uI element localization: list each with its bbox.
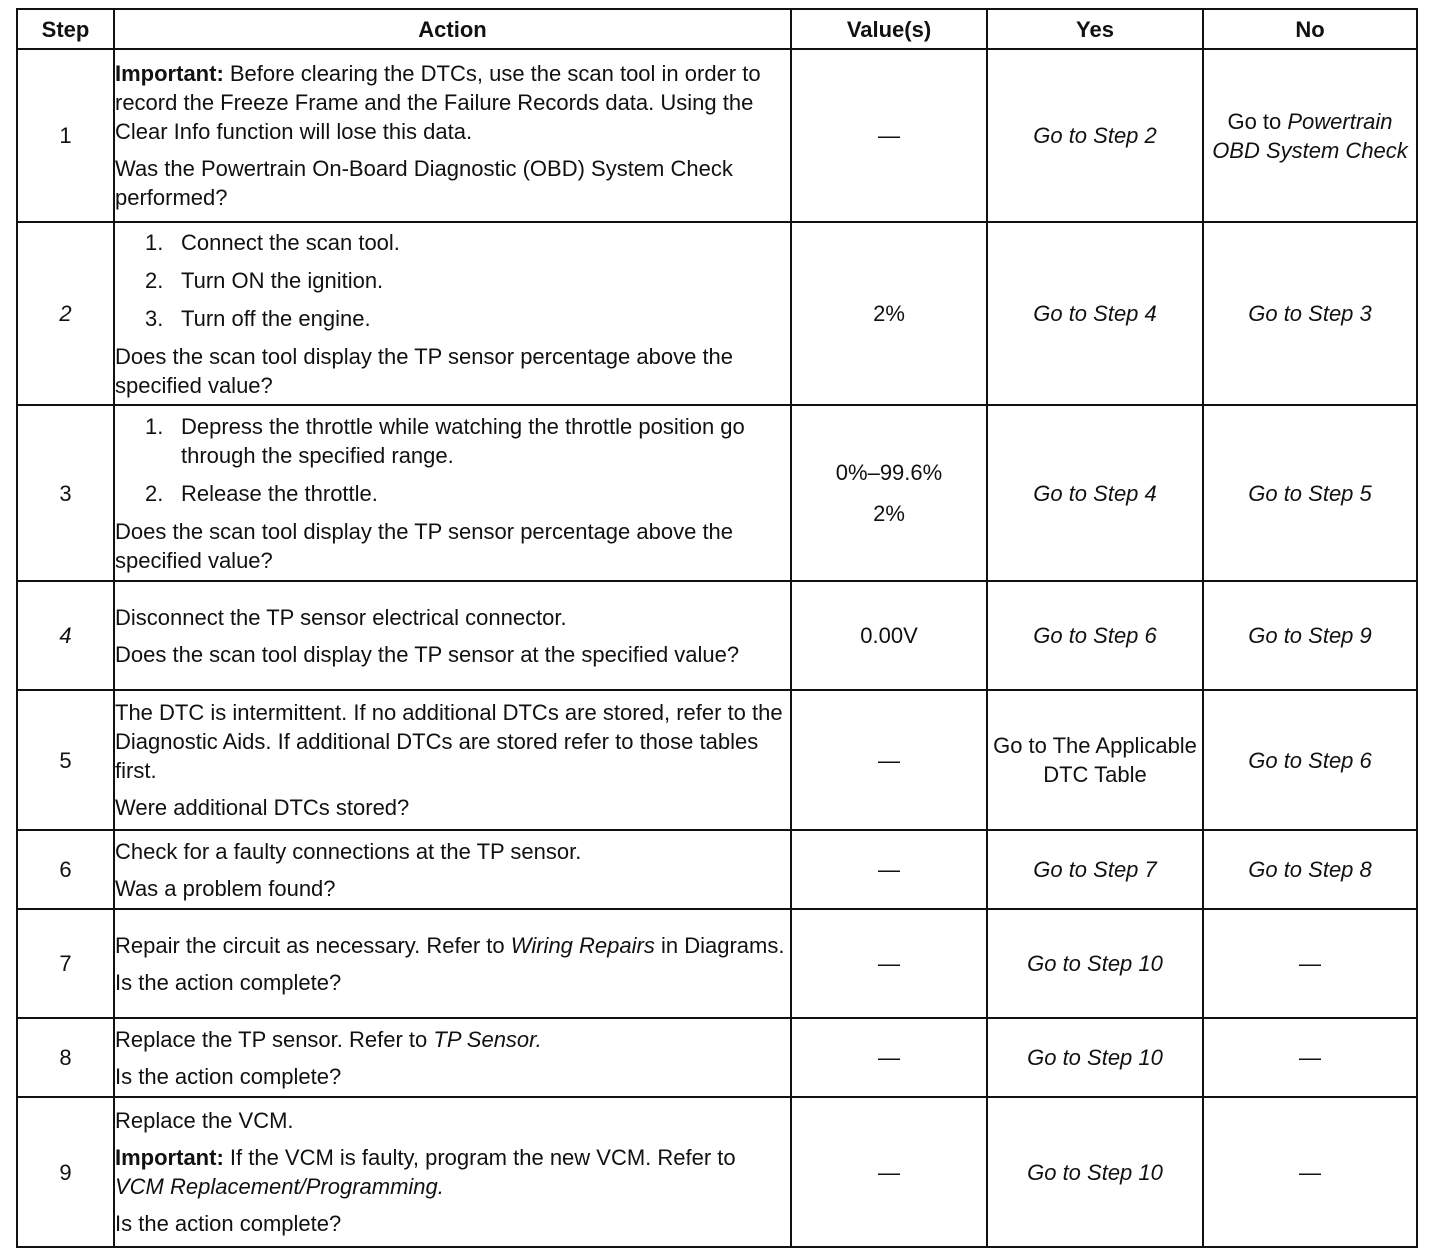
no-link: Powertrain OBD System Check [1212,108,1408,163]
action-line: Replace the VCM. [115,1108,294,1133]
yes-link: Go to Step 4 [1033,480,1157,506]
header-step: Step [17,9,114,49]
no-link: Go to Step 8 [1248,857,1372,882]
step-number: 4 [17,581,114,690]
action-question: Was the Powertrain On-Board Diagnostic (OBD) System Check performed? [115,156,733,210]
table-row [17,909,1417,1018]
action-cell [114,830,791,909]
yes-cell [987,1018,1203,1097]
no-link: Go to Step 3 [1248,301,1372,326]
table-row [17,581,1417,690]
important-note [115,59,790,146]
step-number: 5 [17,690,114,830]
action-question: Was a problem found? [115,875,336,901]
table-row [17,405,1417,581]
no-cell: — [1203,1018,1417,1097]
yes-cell [987,581,1203,690]
important-note: Important: If the VCM is faulty, program the new VCM. Refer to VCM Replacement/Programming. [115,1145,736,1199]
action-step: 2. Turn ON the ignition. [145,267,384,293]
table-row [17,830,1417,909]
header-row [17,9,1417,49]
table-row [17,49,1417,222]
yes-link: Go to Step 2 [1033,123,1157,148]
header-action: Action [114,9,791,49]
yes-cell [987,909,1203,1018]
action-cell [114,405,791,581]
action-question: Is the action complete? [115,1063,342,1089]
yes-link: Go to Step 10 [1027,1045,1163,1070]
important-text: Before clearing the DTCs, use the scan tool in order to record the Freeze Frame and the Failure Records data. Using the Clear Info function will lose this data. [115,61,761,144]
value-cell: — [791,1018,987,1097]
action-question: Does the scan tool display the TP sensor percentage above the specified value? [115,343,734,398]
action-step: 2. Release the throttle. [145,480,378,506]
action-question: Does the scan tool display the TP sensor at the specified value? [115,641,740,667]
step-number: 9 [17,1097,114,1247]
value-cell: — [791,49,987,222]
reference-link: Wiring Repairs [510,932,655,958]
important-label: Important: [115,61,224,86]
value-cell: 2% [791,222,987,405]
action-line: Repair the circuit as necessary. Refer to Wiring Repairs in Diagrams. [115,932,785,958]
action-step: 1. Connect the scan tool. [145,229,400,255]
value-cell: 0.00V [791,581,987,690]
action-question: Is the action complete? [115,969,342,995]
header-value: Value(s) [791,9,987,49]
action-steps [115,228,790,333]
reference-link: TP Sensor. [433,1026,542,1052]
step-number: 3 [17,405,114,581]
action-steps [115,412,790,508]
header-no: No [1203,9,1417,49]
action-question: Is the action complete? [115,1211,342,1236]
action-step: 1. Depress the throttle while watching the throttle position go through the specified range. [145,413,745,468]
action-cell [114,222,791,405]
table-row [17,1018,1417,1097]
step-number: 7 [17,909,114,1018]
no-cell: — [1203,909,1417,1018]
value-threshold: 2% [873,501,905,526]
action-step: 3. Turn off the engine. [145,305,371,331]
yes-cell [987,690,1203,830]
action-question: Were additional DTCs stored? [115,795,410,820]
action-cell [114,581,791,690]
step-number: 1 [17,49,114,222]
yes-link: Go to Step 10 [1027,1159,1163,1185]
no-cell: — [1203,1097,1417,1247]
action-line: Check for a faulty connections at the TP sensor. [115,838,582,864]
yes-link: Go to Step 4 [1033,301,1157,326]
value-cell [791,405,987,581]
no-prefix: Go to [1227,108,1288,134]
action-cell [114,909,791,1018]
no-cell [1203,690,1417,830]
no-cell [1203,830,1417,909]
table-row [17,690,1417,830]
important-label: Important: [115,1145,224,1170]
no-cell [1203,405,1417,581]
value-range: 0%–99.6% [835,460,943,485]
yes-link: Go to Step 10 [1027,951,1163,976]
step-number: 2 [17,222,114,405]
value-cell: — [791,830,987,909]
action-cell [114,1018,791,1097]
table-row [17,1097,1417,1247]
no-cell [1203,222,1417,405]
yes-cell [987,830,1203,909]
yes-cell [987,49,1203,222]
no-link: Go to Step 6 [1248,747,1372,773]
yes-cell [987,1097,1203,1247]
yes-text: Go to The Applicable DTC Table [993,733,1197,787]
no-cell [1203,581,1417,690]
yes-link: Go to Step 7 [1033,857,1157,882]
no-link: Go to Step 9 [1248,623,1372,648]
table-row [17,222,1417,405]
value-cell: — [791,909,987,1018]
yes-cell [987,222,1203,405]
value-cell: — [791,1097,987,1247]
reference-link: VCM Replacement/Programming. [115,1174,444,1199]
header-yes: Yes [987,9,1203,49]
action-question: Does the scan tool display the TP sensor percentage above the specified value? [115,518,734,573]
step-number: 6 [17,830,114,909]
action-cell [114,690,791,830]
no-cell [1203,49,1417,222]
no-link: Go to Step 5 [1248,480,1372,506]
diagnostic-table [16,8,1418,1248]
action-cell [114,1097,791,1247]
value-cell: — [791,690,987,830]
action-line: The DTC is intermittent. If no additional DTCs are stored, refer to the Diagnostic Aids. If additional DTCs are stored refer to those tables first. [115,700,783,783]
action-line: Disconnect the TP sensor electrical connector. [115,604,567,630]
action-line: Replace the TP sensor. Refer to TP Sensor. [115,1026,542,1052]
action-cell [114,49,791,222]
yes-cell [987,405,1203,581]
step-number: 8 [17,1018,114,1097]
yes-link: Go to Step 6 [1033,623,1157,648]
